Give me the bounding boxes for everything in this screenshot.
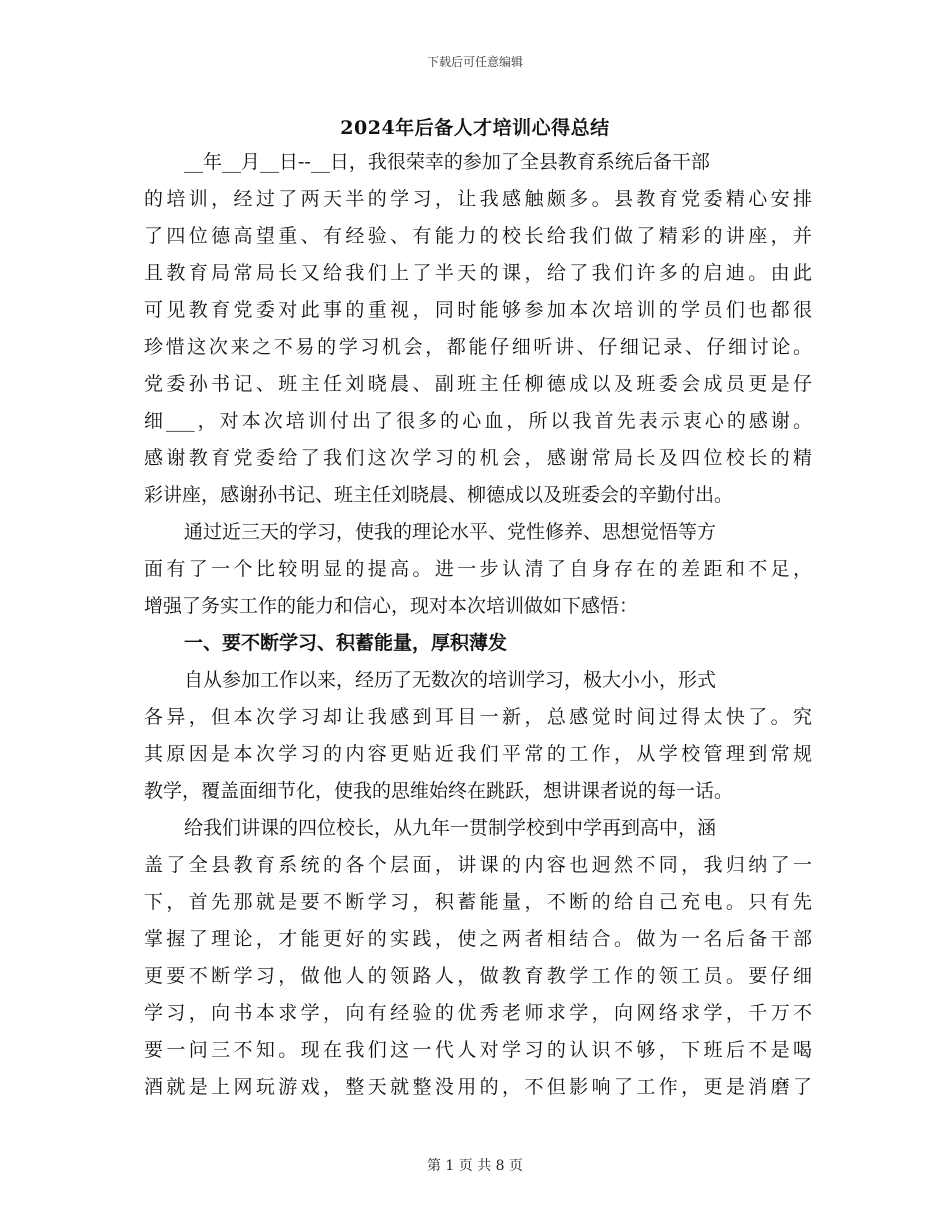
paragraph-line: 了四位德高望重、有经验、有能力的校长给我们做了精彩的讲座，并 xyxy=(144,225,812,247)
document-title: 2024年后备人才培训心得总结 xyxy=(340,117,610,139)
paragraph-line: 各异，但本次学习却让我感到耳目一新，总感觉时间过得太快了。究 xyxy=(144,706,812,728)
paragraph-line: 更要不断学习，做他人的领路人，做教育教学工作的领工员。要仔细 xyxy=(144,965,812,987)
section-heading: 一、要不断学习、积蓄能量，厚积薄发 xyxy=(184,632,508,654)
paragraph-line: 自从参加工作以来，经历了无数次的培训学习，极大小小，形式 xyxy=(184,669,717,691)
page-header-note: 下载后可任意编辑 xyxy=(426,55,523,69)
paragraph-line: 面有了一个比较明显的提高。进一步认清了自身存在的差距和不足， xyxy=(144,558,812,580)
paragraph-line: 酒就是上网玩游戏，整天就整没用的，不但影响了工作，更是消磨了 xyxy=(144,1076,812,1098)
paragraph-line: 感谢教育党委给了我们这次学习的机会，感谢常局长及四位校长的精 xyxy=(144,447,812,469)
paragraph-line: 其原因是本次学习的内容更贴近我们平常的工作，从学校管理到常规 xyxy=(144,743,812,765)
paragraph-line: 可见教育党委对此事的重视，同时能够参加本次培训的学员们也都很 xyxy=(144,299,812,321)
paragraph-line: 彩讲座，感谢孙书记、班主任刘晓晨、柳德成以及班委会的辛勤付出。 xyxy=(144,484,734,506)
paragraph-line: 的培训，经过了两天半的学习，让我感触颇多。县教育党委精心安排 xyxy=(144,188,812,210)
paragraph-line: 且教育局常局长又给我们上了半天的课，给了我们许多的启迪。由此 xyxy=(144,262,812,284)
paragraph-line: 增强了务实工作的能力和信心，现对本次培训做如下感悟： xyxy=(144,595,639,617)
paragraph-line: 要一问三不知。现在我们这一代人对学习的认识不够，下班后不是喝 xyxy=(144,1039,812,1061)
document-body xyxy=(144,144,812,1106)
paragraph-line: 珍惜这次来之不易的学习机会，都能仔细听讲、仔细记录、仔细讨论。 xyxy=(144,336,812,358)
page-number: 第 1 页 共 8 页 xyxy=(426,1158,524,1174)
paragraph-line: 通过近三天的学习，使我的理论水平、党性修养、思想觉悟等方 xyxy=(184,521,717,543)
paragraph-line: 给我们讲课的四位校长，从九年一贯制学校到中学再到高中，涵 xyxy=(184,817,717,839)
paragraph-line: 下，首先那就是要不断学习，积蓄能量，不断的给自己充电。只有先 xyxy=(144,891,812,913)
paragraph-line: 党委孙书记、班主任刘晓晨、副班主任柳德成以及班委会成员更是仔 xyxy=(144,373,812,395)
paragraph-line: 学习，向书本求学，向有经验的优秀老师求学，向网络求学，千万不 xyxy=(144,1002,812,1024)
paragraph-line: __年__月__日--__日，我很荣幸的参加了全县教育系统后备干部 xyxy=(184,151,710,173)
paragraph-line: 教学，覆盖面细节化，使我的思维始终在跳跃，想讲课者说的每一话。 xyxy=(144,780,734,802)
paragraph-line: 细___，对本次培训付出了很多的心血，所以我首先表示衷心的感谢。 xyxy=(144,410,812,432)
paragraph-line: 盖了全县教育系统的各个层面，讲课的内容也迥然不同，我归纳了一 xyxy=(144,854,812,876)
paragraph-line: 掌握了理论，才能更好的实践，使之两者相结合。做为一名后备干部 xyxy=(144,928,812,950)
